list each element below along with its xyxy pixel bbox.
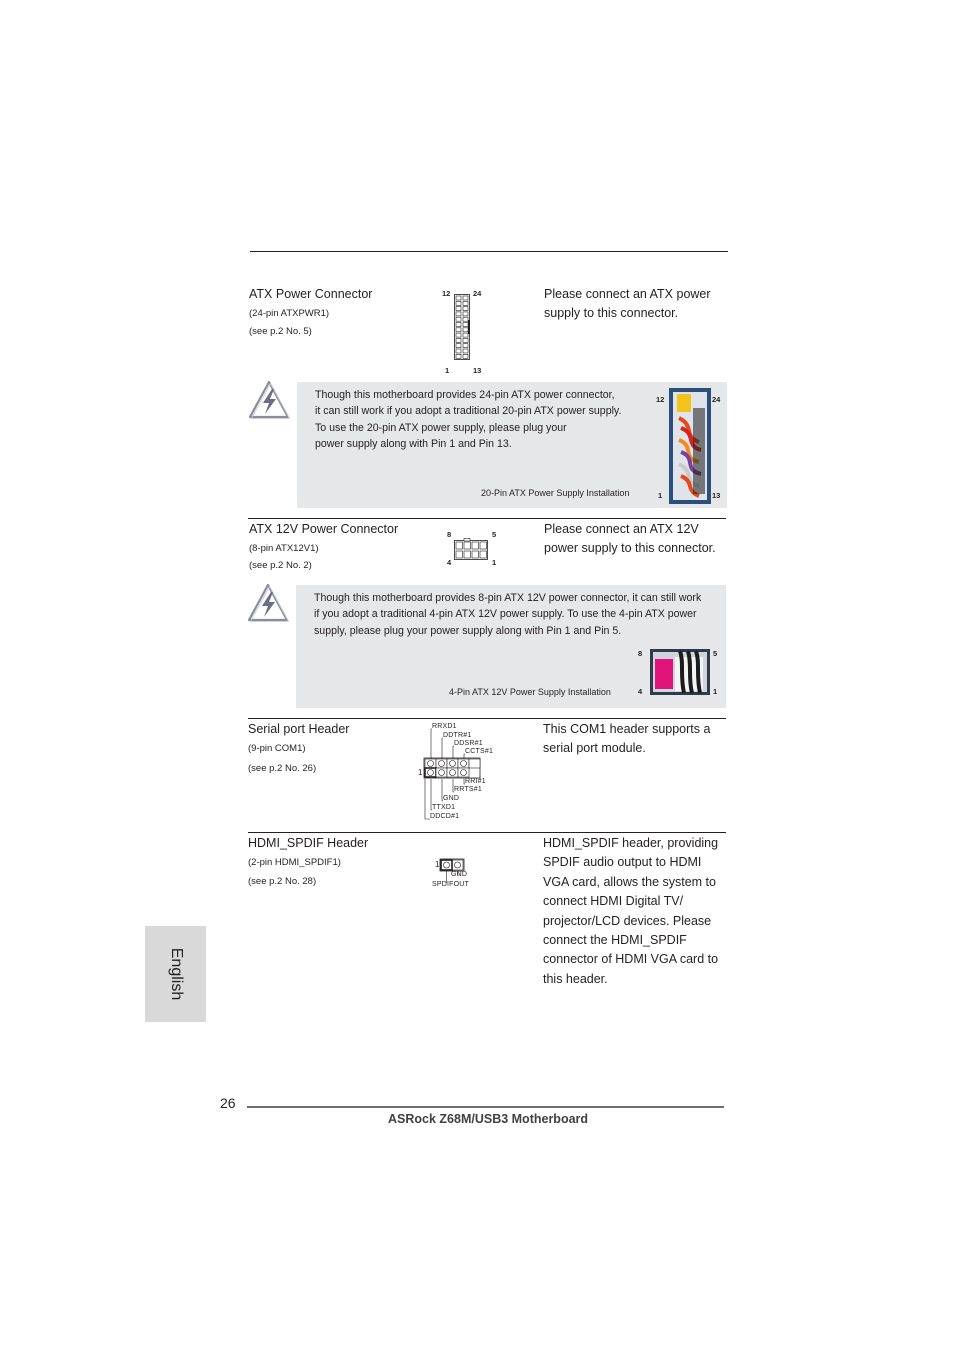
pin-label: 12 <box>656 395 665 404</box>
atx-power-sub1: (24-pin ATXPWR1) <box>249 308 330 319</box>
hdmi-spdif-sub1: (2-pin HDMI_SPDIF1) <box>248 857 341 868</box>
atx12v-4pin-photo-icon <box>650 649 710 695</box>
footer-rule <box>247 1106 724 1108</box>
atx-8pin-diagram <box>444 528 504 570</box>
pin-label: 1 <box>445 366 450 375</box>
pin-label: 12 <box>442 289 451 298</box>
atx-power-description <box>544 285 711 324</box>
language-tab-label: English <box>167 947 185 1001</box>
desc-line: projector/LCD devices. Please <box>543 913 712 928</box>
com1-pin-label: RRXD1 <box>432 723 457 730</box>
note-line: Though this motherboard provides 24-pin ATX power connector, <box>315 389 615 401</box>
pin-label: 8 <box>447 530 452 539</box>
desc-line: SPDIF audio output to HDMI <box>543 855 702 870</box>
serial-sub2: (see p.2 No. 26) <box>248 763 317 774</box>
com1-pin-label: DDTR#1 <box>443 732 472 739</box>
section-rule <box>248 518 726 519</box>
com1-pin-label: RRI#1 <box>465 778 486 785</box>
com1-pin-label: GND <box>443 795 460 802</box>
note-line: it can still work if you adopt a traditional 20-pin ATX power supply. <box>315 405 622 418</box>
desc-line: power supply to this connector. <box>544 541 716 556</box>
pin-label: 1 <box>658 491 663 500</box>
pin-label: 4 <box>638 687 643 696</box>
com1-pin-label: RRTS#1 <box>454 786 482 793</box>
pin-label: 1 <box>713 687 718 696</box>
note-line: To use the 20-pin ATX power supply, please plug your <box>315 421 567 434</box>
desc-line: this header. <box>543 971 608 986</box>
connector-8pin-icon <box>454 538 488 560</box>
com1-pin-label: CCTS#1 <box>465 748 494 755</box>
hdmi-spdif-description <box>543 834 718 989</box>
pin-label: 24 <box>712 395 721 404</box>
desc-line: HDMI_SPDIF header, providing <box>543 836 719 850</box>
section-rule <box>248 718 726 719</box>
atx-20pin-photo-icon <box>669 388 711 504</box>
note-line: Though this motherboard provides 8-pin ATX 12V power connector, it can still work <box>314 592 702 604</box>
atx12v-title: ATX 12V Power Connector <box>249 522 399 536</box>
com1-pin-label: TTXD1 <box>432 804 456 811</box>
pin-label: 5 <box>492 530 497 539</box>
hdmi-spdif-sub2: (see p.2 No. 28) <box>248 876 317 887</box>
atx-24pin-diagram <box>440 288 490 376</box>
desc-line: Please connect an ATX 12V <box>544 522 699 536</box>
atx12v-note-text <box>314 590 701 639</box>
desc-line: connect the HDMI_SPDIF <box>543 933 687 948</box>
atx-note-caption: 20-Pin ATX Power Supply Installation <box>481 488 630 498</box>
desc-line: serial port module. <box>543 741 646 756</box>
hdmi-spdif-title: HDMI_SPDIF Header <box>248 836 369 850</box>
spdif-gnd-label: GND <box>451 871 468 878</box>
section-rule <box>248 832 726 833</box>
pin-label: 4 <box>447 558 452 567</box>
pin-label: 13 <box>473 366 482 375</box>
pin-label: 24 <box>473 289 482 298</box>
pin-label: 8 <box>638 649 643 658</box>
language-tab <box>145 926 206 1022</box>
desc-line: This COM1 header supports a <box>543 722 711 736</box>
desc-line: Please connect an ATX power <box>544 287 711 301</box>
connector-24pin-icon <box>454 294 470 360</box>
atx-power-title: ATX Power Connector <box>249 287 373 301</box>
footer-product: ASRock Z68M/USB3 Motherboard <box>388 1112 589 1126</box>
pin-label: 13 <box>712 491 721 500</box>
com1-pin-label: DDCD#1 <box>430 813 460 820</box>
atx-power-sub2: (see p.2 No. 5) <box>249 326 312 337</box>
serial-title: Serial port Header <box>248 722 350 736</box>
serial-description <box>543 720 710 759</box>
warning-icon <box>248 380 290 420</box>
page-number: 26 <box>220 1095 236 1111</box>
desc-line: connect HDMI Digital TV/ <box>543 894 684 909</box>
atx12v-sub1: (8-pin ATX12V1) <box>249 543 319 554</box>
pin-label: 5 <box>713 649 718 658</box>
pin-label: 1 <box>492 558 497 567</box>
spdif-pin-diagram <box>430 856 474 892</box>
note-line: power supply along with Pin 1 and Pin 13. <box>315 438 512 451</box>
atx12v-note-caption: 4-Pin ATX 12V Power Supply Installation <box>449 687 611 697</box>
warning-icon <box>247 583 289 623</box>
com1-pin-label: DDSR#1 <box>454 740 483 747</box>
spdif-out-label: SPDIFOUT <box>432 881 469 888</box>
pin-one-label: 1 <box>435 860 440 869</box>
desc-line: connector of HDMI VGA card to <box>543 952 719 967</box>
note-line: supply, please plug your power supply along with Pin 1 and Pin 5. <box>314 624 622 637</box>
desc-line: VGA card, allows the system to <box>543 874 716 889</box>
atx12v-description <box>544 520 716 559</box>
atx-note-text <box>315 387 621 453</box>
desc-line: supply to this connector. <box>544 306 679 321</box>
pin-one-label: 1 <box>418 768 423 777</box>
serial-sub1: (9-pin COM1) <box>248 743 306 754</box>
com1-pin-diagram <box>418 722 500 824</box>
header-rule <box>250 251 728 252</box>
atx12v-sub2: (see p.2 No. 2) <box>249 560 312 571</box>
note-line: if you adopt a traditional 4-pin ATX 12V power supply. To use the 4-pin ATX power <box>314 608 697 621</box>
